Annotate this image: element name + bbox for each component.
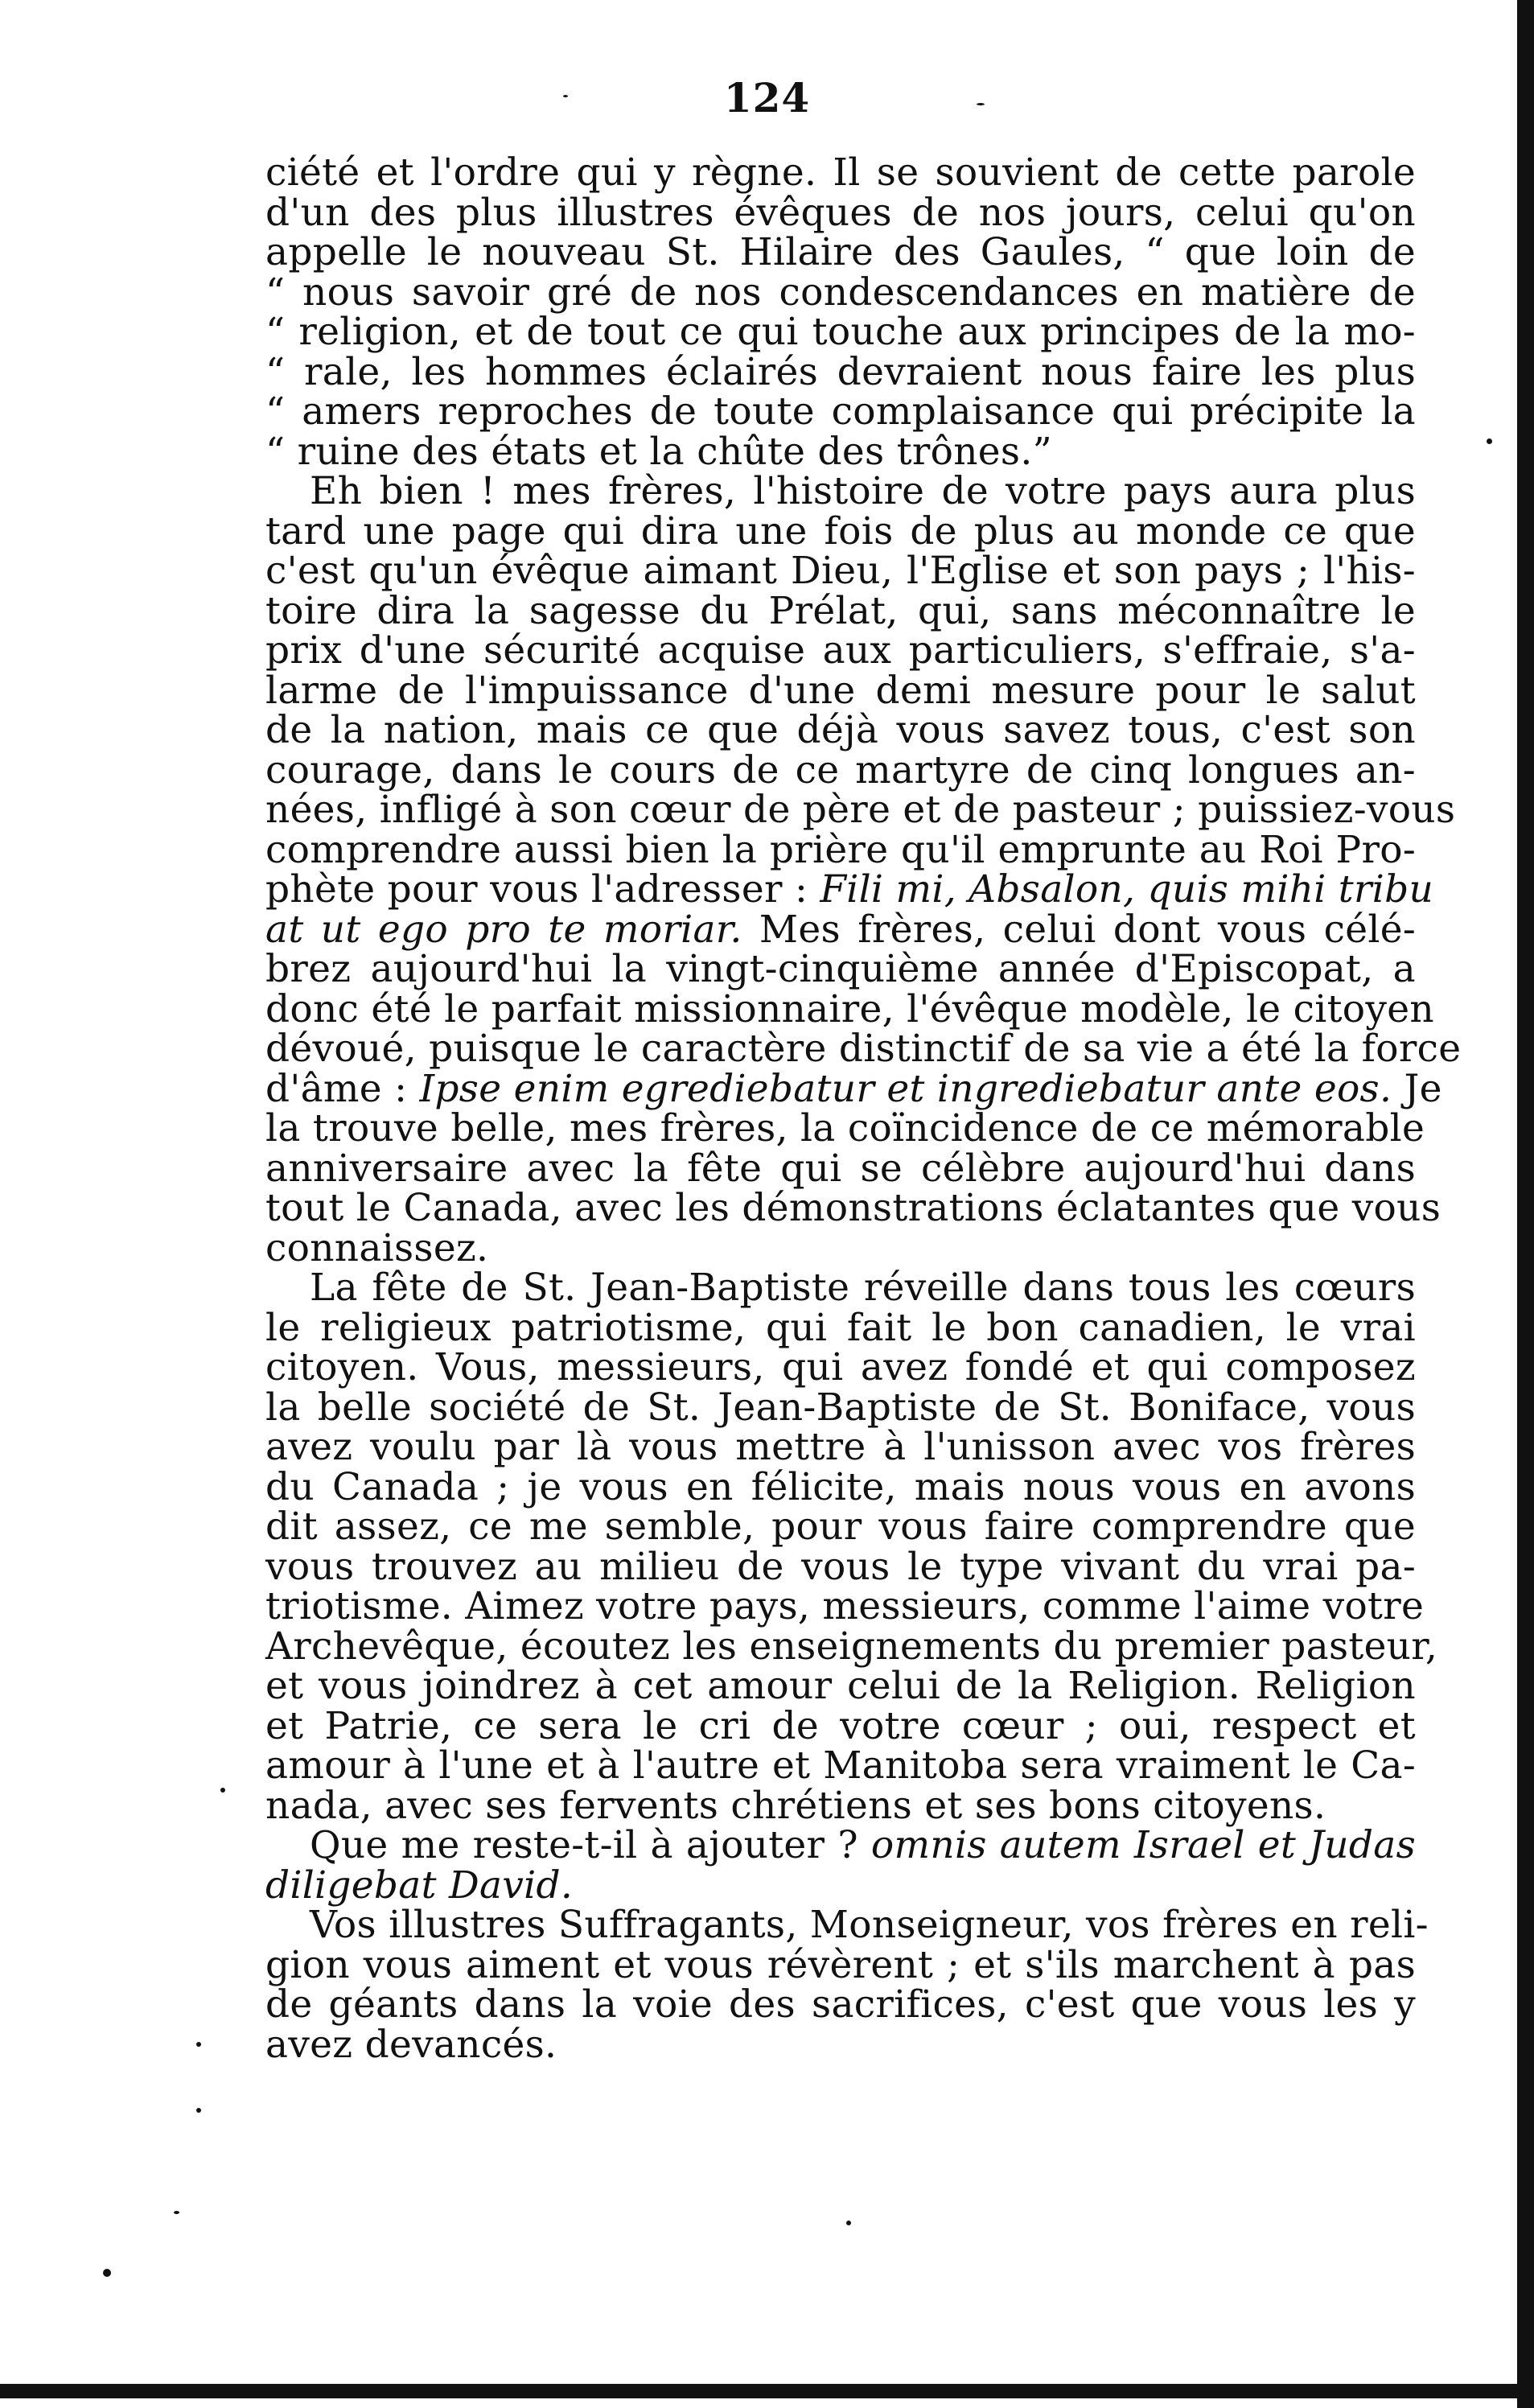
text-line: nées, infligé à son cœur de père et de pasteur ; puissiez-vous bbox=[265, 788, 1456, 832]
scan-speck bbox=[846, 2221, 851, 2225]
text-line: brez aujourd'hui la vingt-cinquième année d'Episcopat, a bbox=[265, 947, 1416, 991]
latin-quote: Fili mi, Absalon, quis mihi tribu bbox=[820, 867, 1434, 912]
text-line: “ ruine des états et la chûte des trônes.” bbox=[265, 429, 1052, 474]
text-line: Archevêque, écoutez les enseignements du premier pasteur, bbox=[265, 1624, 1438, 1669]
text-line: dit assez, ce me semble, pour vous faire comprendre que bbox=[265, 1504, 1416, 1549]
text-line: tard une page qui dira une fois de plus au monde ce que bbox=[265, 508, 1416, 554]
text-segment: Je bbox=[1392, 1066, 1442, 1111]
text-line: connaissez. bbox=[265, 1225, 489, 1270]
text-line: “ amers reproches de toute complaisance qui précipite la bbox=[265, 389, 1416, 434]
text-line: la trouve belle, mes frères, la coïncidence de ce mémorable bbox=[265, 1106, 1425, 1150]
text-line: citoyen. Vous, messieurs, qui avez fondé et qui composez bbox=[265, 1345, 1416, 1389]
text-line: la belle société de St. Jean-Baptiste de St. Boniface, vous bbox=[265, 1385, 1416, 1430]
page-number: 124 bbox=[723, 74, 811, 121]
text-line: et Patrie, ce sera le cri de votre cœur ; oui, respect et bbox=[265, 1703, 1416, 1748]
text-line: “ nous savoir gré de nos condescendances en matière de bbox=[265, 270, 1416, 315]
text-line: c'est qu'un évêque aimant Dieu, l'Eglise et son pays ; l'his- bbox=[265, 549, 1416, 593]
scan-speck bbox=[1487, 438, 1492, 444]
text-line: nada, avec ses fervents chrétiens et ses bons citoyens. bbox=[265, 1783, 1326, 1828]
scan-speck bbox=[563, 95, 568, 97]
scan-speck bbox=[103, 2269, 111, 2277]
text-line: courage, dans le cours de ce martyre de cinq longues an- bbox=[265, 747, 1416, 792]
scan-speck bbox=[977, 103, 985, 105]
text-line: triotisme. Aimez votre pays, messieurs, comme l'aime votre bbox=[265, 1584, 1425, 1628]
text-line: avez devancés. bbox=[265, 2022, 557, 2067]
text-line bbox=[265, 1066, 1442, 1111]
text-line: ciété et l'ordre qui y règne. Il se souvient de cette parole bbox=[265, 150, 1416, 195]
text-line: vous trouvez au milieu de vous le type vivant du vrai pa- bbox=[265, 1544, 1416, 1589]
text-line: et vous joindrez à cet amour celui de la Religion. Religion bbox=[265, 1664, 1416, 1708]
paragraph-start bbox=[265, 1823, 1416, 1867]
latin-quote: Ipse enim egrediebatur et ingrediebatur ante eos. bbox=[419, 1066, 1392, 1111]
latin-quote: diligebat David. bbox=[265, 1863, 574, 1908]
text-line: prix d'une sécurité acquise aux particuliers, s'effraie, s'a- bbox=[265, 628, 1416, 673]
scan-edge-bottom bbox=[0, 2384, 1534, 2398]
text-line: de géants dans la voie des sacrifices, c'est que vous les y bbox=[265, 1982, 1416, 2027]
text-line: de la nation, mais ce que déjà vous savez tous, c'est son bbox=[265, 708, 1416, 752]
scan-speck bbox=[174, 2211, 179, 2214]
text-line: appelle le nouveau St. Hilaire des Gaules, “ que loin de bbox=[265, 230, 1416, 274]
text-segment: d'âme : bbox=[265, 1066, 408, 1111]
text-segment: Mes frères, celui dont vous célé- bbox=[742, 907, 1417, 952]
text-line: toire dira la sagesse du Prélat, qui, sans méconnaître le bbox=[265, 588, 1416, 633]
scan-edge-right bbox=[1517, 0, 1534, 2408]
text-line bbox=[265, 867, 1434, 912]
text-line: avez voulu par là vous mettre à l'unisson avec vos frères bbox=[265, 1425, 1416, 1469]
text-line: comprendre aussi bien la prière qu'il emprunte au Roi Pro- bbox=[265, 827, 1416, 872]
text-line bbox=[265, 907, 1417, 952]
scan-speck bbox=[220, 1788, 225, 1793]
text-line: tout le Canada, avec les démonstrations éclatantes que vous bbox=[265, 1186, 1441, 1230]
paragraph-start: Eh bien ! mes frères, l'histoire de votre pays aura plus bbox=[310, 469, 1416, 513]
text-line: anniversaire avec la fête qui se célèbre aujourd'hui dans bbox=[265, 1146, 1416, 1191]
text-line: du Canada ; je vous en félicite, mais nous vous en avons bbox=[265, 1464, 1416, 1509]
latin-quote: at ut ego pro te moriar. bbox=[265, 907, 742, 952]
text-line: “ rale, les hommes éclairés devraient nous faire les plus bbox=[265, 349, 1416, 394]
latin-quote: omnis autem Israel et Judas bbox=[857, 1823, 1416, 1867]
text-line: dévoué, puisque le caractère distinctif de sa vie a été la force bbox=[265, 1027, 1462, 1071]
scan-speck bbox=[196, 2042, 201, 2047]
text-line: le religieux patriotisme, qui fait le bon canadien, le vrai bbox=[265, 1305, 1416, 1350]
scan-speck bbox=[196, 2108, 201, 2113]
body-text bbox=[265, 150, 1462, 2067]
text-line: larme de l'impuissance d'une demi mesure pour le salut bbox=[265, 668, 1416, 713]
text-line: amour à l'une et à l'autre et Manitoba sera vraiment le Ca- bbox=[265, 1743, 1416, 1788]
text-segment: phète pour vous l'adresser : bbox=[265, 867, 808, 912]
text-line: gion vous aiment et vous révèrent ; et s'ils marchent à pas bbox=[265, 1942, 1416, 1987]
text-segment: Que me reste-t-il à ajouter ? bbox=[310, 1823, 858, 1867]
text-line: “ religion, et de tout ce qui touche aux principes de la mo- bbox=[265, 310, 1416, 354]
paragraph-start: La fête de St. Jean-Baptiste réveille dans tous les cœurs bbox=[310, 1266, 1416, 1310]
paragraph-start: Vos illustres Suffragants, Monseigneur, vos frères en reli- bbox=[310, 1903, 1429, 1947]
text-line: donc été le parfait missionnaire, l'évêque modèle, le citoyen bbox=[265, 986, 1434, 1031]
text-line: d'un des plus illustres évêques de nos jours, celui qu'on bbox=[265, 190, 1416, 235]
